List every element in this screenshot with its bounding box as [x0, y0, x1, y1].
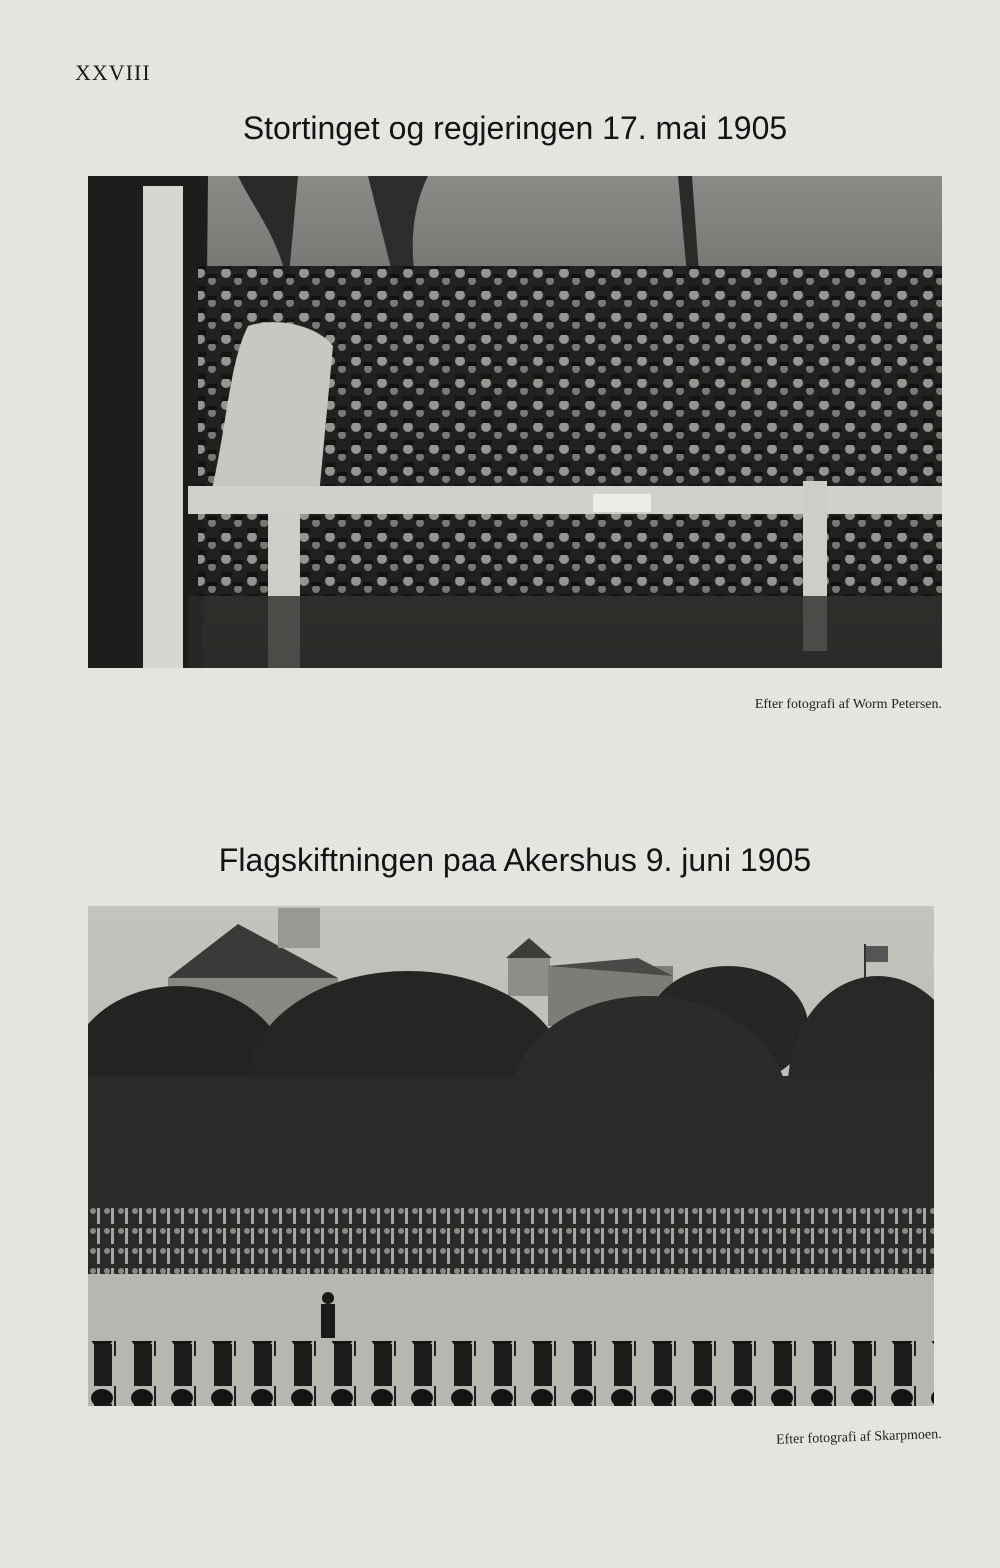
section-title-flagskiftning: Flagskiftningen paa Akershus 9. juni 1905	[218, 842, 812, 878]
page-number: XXVIII	[75, 60, 151, 85]
section-title-storting: Stortinget og regjeringen 17. mai 1905	[242, 110, 788, 146]
photo-credit-skarpmoen: Efter fotografi af Skarpmoen.	[776, 1427, 943, 1448]
photo-akershus-flag-ceremony	[88, 906, 934, 1406]
photo-credit-worm-petersen: Efter fotografi af Worm Petersen.	[754, 697, 942, 712]
photo-storting-grandstand	[88, 176, 942, 668]
photo-akershus-image	[88, 906, 934, 1406]
photo-storting-image	[88, 176, 942, 668]
